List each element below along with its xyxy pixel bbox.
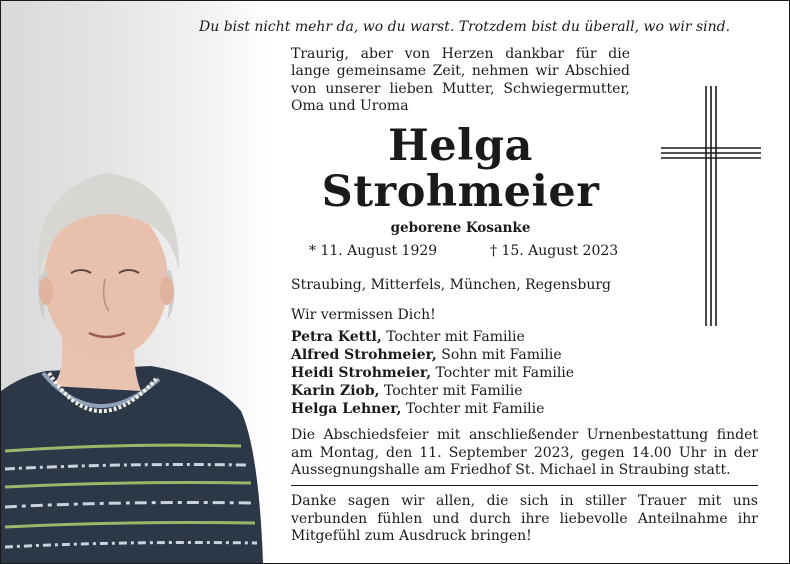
- mourner-relation: Tochter mit Familie: [379, 383, 523, 399]
- last-name: Strohmeier: [321, 167, 600, 217]
- maiden-name: geborene Kosanke: [390, 220, 531, 236]
- ceremony-text: Die Abschiedsfeier mit anschließender Urnenbestattung findet am Montag, den 11. September 2023, gegen 14.00 Uhr in der Aussegnungshalle am Friedhof St. Michael in Straubing statt.: [291, 427, 758, 479]
- first-name: Helga: [388, 121, 533, 171]
- thanks-text: Danke sagen wir allen, die sich in stiller Trauer mit uns verbunden fühlen und durch ihre liebevolle Anteilnahme ihr Mitgefühl zum Ausdruck bringen!: [291, 493, 758, 545]
- mourner-relation: Tochter mit Familie: [381, 329, 525, 345]
- mourner-name: Karin Ziob,: [291, 383, 380, 399]
- mourner-name: Petra Kettl,: [291, 329, 382, 345]
- mourner-row: [291, 328, 574, 346]
- mourner-name: Alfred Strohmeier,: [291, 347, 437, 363]
- mourner-row: [291, 400, 574, 418]
- intro-text: Traurig, aber von Herzen dankbar für die lange gemeinsame Zeit, nehmen wir Abschied von unserer lieben Mutter, Schwiegermutter, Oma und Uroma: [291, 46, 630, 114]
- mourner-relation: Tochter mit Familie: [401, 401, 545, 417]
- mourner-relation: Tochter mit Familie: [431, 365, 575, 381]
- places-line: Straubing, Mitterfels, München, Regensburg: [291, 277, 611, 293]
- portrait-photo: [1, 151, 271, 563]
- mourner-name: Heidi Strohmeier,: [291, 365, 432, 381]
- miss-line: Wir vermissen Dich!: [291, 307, 436, 323]
- mourner-name: Helga Lehner,: [291, 401, 402, 417]
- divider: [291, 485, 758, 486]
- birth-date: * 11. August 1929: [309, 243, 438, 259]
- mourner-row: [291, 346, 574, 364]
- mourner-row: [291, 364, 574, 382]
- mourner-relation: Sohn mit Familie: [436, 347, 562, 363]
- mourner-row: [291, 382, 574, 400]
- motto-quote: Du bist nicht mehr da, wo du warst. Trotzdem bist du überall, wo wir sind.: [199, 19, 731, 35]
- mourners-list: [291, 328, 574, 418]
- death-date: † 15. August 2023: [490, 243, 619, 259]
- cross-icon: [661, 86, 761, 326]
